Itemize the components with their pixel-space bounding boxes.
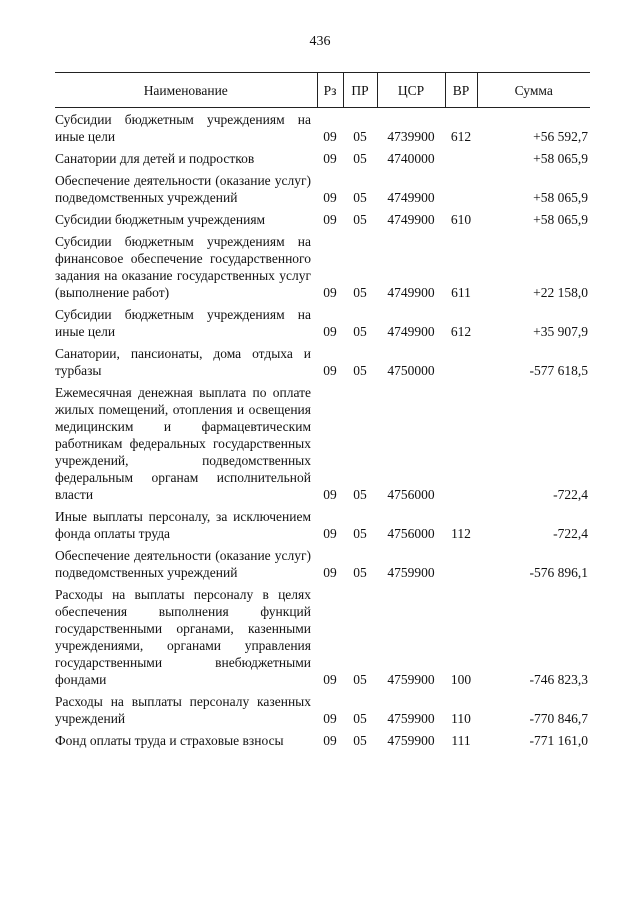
col-header-rz: Рз — [317, 73, 343, 108]
table-row — [55, 544, 590, 583]
col-header-csr: ЦСР — [377, 73, 445, 108]
row-name: Иные выплаты персоналу, за исключением фонда оплаты труда — [55, 509, 311, 541]
row-pr: 05 — [353, 487, 367, 502]
row-sum: +56 592,7 — [533, 129, 588, 144]
row-sum: -576 896,1 — [529, 565, 588, 580]
table-row — [55, 208, 590, 230]
row-sum: -722,4 — [553, 487, 588, 502]
row-rz: 09 — [323, 151, 337, 166]
row-vr — [445, 147, 477, 169]
table-row — [55, 303, 590, 342]
col-header-name: Наименование — [55, 73, 317, 108]
row-pr: 05 — [353, 711, 367, 726]
row-sum: +35 907,9 — [533, 324, 588, 339]
row-name: Субсидии бюджетным учреждениям на иные цели — [55, 307, 311, 339]
table-row — [55, 583, 590, 690]
row-sum: -771 161,0 — [529, 733, 588, 748]
row-vr: 112 — [451, 526, 471, 541]
row-rz: 09 — [323, 285, 337, 300]
row-name: Субсидии бюджетным учреждениям на финансовое обеспечение государственного задания на оказание государственных услуг (выполнение работ) — [55, 234, 311, 300]
row-sum: -746 823,3 — [529, 672, 588, 687]
row-pr: 05 — [353, 565, 367, 580]
row-csr: 4756000 — [387, 487, 435, 502]
row-name: Санатории для детей и подростков — [55, 151, 255, 166]
row-csr: 4759900 — [387, 711, 435, 726]
row-vr: 100 — [450, 672, 472, 687]
row-pr: 05 — [353, 324, 367, 339]
table-row — [55, 342, 590, 381]
row-vr: 611 — [451, 285, 471, 300]
row-rz: 09 — [323, 711, 337, 726]
row-sum: +58 065,9 — [533, 190, 588, 205]
row-rz: 09 — [323, 129, 337, 144]
row-rz: 09 — [323, 526, 337, 541]
table-row — [55, 381, 590, 505]
row-csr: 4759900 — [387, 733, 435, 748]
row-pr: 05 — [353, 672, 367, 687]
row-vr: 612 — [450, 324, 472, 339]
row-sum: +58 065,9 — [533, 151, 588, 166]
row-pr: 05 — [353, 129, 367, 144]
row-csr: 4759900 — [387, 672, 435, 687]
table-row — [55, 690, 590, 729]
row-sum: +58 065,9 — [533, 212, 588, 227]
row-name: Санатории, пансионаты, дома отдыха и турбазы — [55, 346, 311, 378]
row-csr: 4749900 — [387, 324, 435, 339]
row-sum: -770 846,7 — [529, 711, 588, 726]
row-pr: 05 — [353, 363, 367, 378]
row-sum: +22 158,0 — [533, 285, 588, 300]
col-header-vr: ВР — [445, 73, 477, 108]
row-vr: 110 — [451, 711, 471, 726]
row-vr: 111 — [451, 733, 471, 748]
row-pr: 05 — [353, 151, 367, 166]
table-row — [55, 729, 590, 751]
table-row — [55, 505, 590, 544]
row-vr — [445, 544, 477, 583]
row-pr: 05 — [353, 526, 367, 541]
row-vr — [445, 342, 477, 381]
table-body — [55, 108, 590, 752]
col-header-sum: Сумма — [477, 73, 590, 108]
table-row — [55, 147, 590, 169]
row-vr — [445, 169, 477, 208]
row-rz: 09 — [323, 363, 337, 378]
row-name: Субсидии бюджетным учреждениям — [55, 212, 266, 227]
row-csr: 4759900 — [387, 565, 435, 580]
row-csr: 4739900 — [387, 129, 435, 144]
row-rz: 09 — [323, 565, 337, 580]
row-name: Обеспечение деятельности (оказание услуг) подведомственных учреждений — [55, 548, 311, 580]
row-pr: 05 — [353, 733, 367, 748]
row-csr: 4740000 — [387, 151, 435, 166]
row-rz: 09 — [323, 672, 337, 687]
row-csr: 4756000 — [387, 526, 435, 541]
page-number: 436 — [309, 34, 331, 49]
row-vr — [445, 381, 477, 505]
row-rz: 09 — [323, 324, 337, 339]
row-rz: 09 — [323, 190, 337, 205]
row-csr: 4749900 — [387, 285, 435, 300]
row-rz: 09 — [323, 733, 337, 748]
row-name: Фонд оплаты труда и страховые взносы — [55, 733, 284, 748]
table-row — [55, 169, 590, 208]
header-row — [55, 73, 590, 108]
row-pr: 05 — [353, 190, 367, 205]
row-csr: 4749900 — [387, 190, 435, 205]
row-name: Ежемесячная денежная выплата по оплате жилых помещений, отопления и освещения медицинским и фармацевтическим работникам федеральных государственных учреждений, подведомственных федеральным органам исполнительной власти — [55, 385, 311, 502]
row-csr: 4749900 — [387, 212, 435, 227]
row-csr: 4750000 — [387, 363, 435, 378]
row-pr: 05 — [353, 285, 367, 300]
table-row — [55, 108, 590, 148]
row-name: Расходы на выплаты персоналу в целях обеспечения выполнения функций государственными органами, казенными учреждениями, органами управления государственными внебюджетными фондами — [55, 587, 311, 687]
table-row — [55, 230, 590, 303]
row-rz: 09 — [323, 487, 337, 502]
row-vr: 612 — [450, 129, 472, 144]
row-name: Субсидии бюджетным учреждениям на иные цели — [55, 112, 311, 144]
col-header-pr: ПР — [343, 73, 377, 108]
row-sum: -577 618,5 — [529, 363, 588, 378]
row-name: Расходы на выплаты персоналу казенных учреждений — [55, 694, 311, 726]
budget-table — [55, 72, 590, 751]
row-sum: -722,4 — [553, 526, 588, 541]
row-rz: 09 — [323, 212, 337, 227]
row-pr: 05 — [353, 212, 367, 227]
row-name: Обеспечение деятельности (оказание услуг) подведомственных учреждений — [55, 173, 311, 205]
row-vr: 610 — [450, 212, 472, 227]
